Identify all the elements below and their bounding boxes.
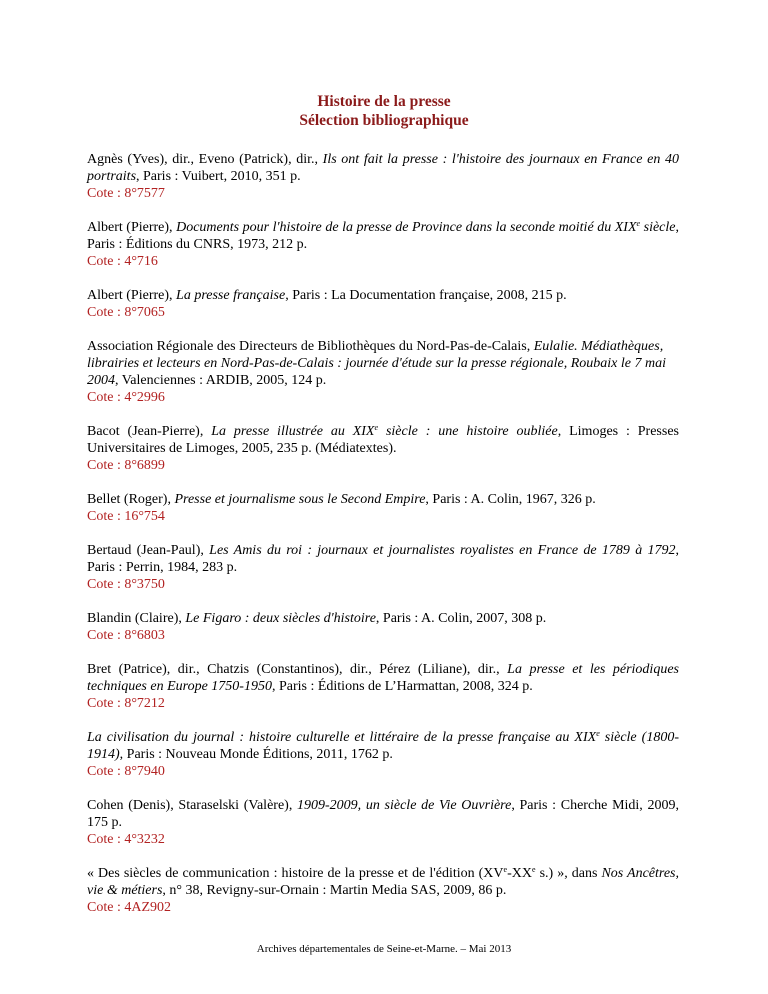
bibliography-entry [87, 151, 679, 202]
bibliography-entry [87, 287, 679, 321]
entry-call-number: Cote : 8°7940 [87, 764, 165, 779]
entry-call-number: Cote : 8°7577 [87, 186, 165, 201]
entry-citation: Bertaud (Jean-Paul), Les Amis du roi : journaux et journalistes royalistes en France de 1789 à 1792, Paris : Perrin, 1984, 283 p. [87, 543, 679, 575]
bibliography-entry [87, 610, 679, 644]
entry-citation: Bacot (Jean-Pierre), La presse illustrée au XIXe siècle : une histoire oubliée, Limoges : Presses Universitaires de Limoges, 2005, 235 p. (Médiatextes). [87, 423, 679, 456]
bibliography-entry [87, 219, 679, 270]
entry-citation: La civilisation du journal : histoire culturelle et littéraire de la presse française au XIXe siècle (1800-1914), Paris : Nouveau Monde Éditions, 2011, 1762 p. [87, 729, 679, 762]
entry-call-number: Cote : 4°2996 [87, 390, 165, 405]
bibliography-entry [87, 661, 679, 712]
bibliography-list [87, 151, 679, 933]
entry-call-number: Cote : 16°754 [87, 509, 165, 524]
bibliography-entry [87, 865, 679, 916]
entry-citation: Bellet (Roger), Presse et journalisme sous le Second Empire, Paris : A. Colin, 1967, 326 p. [87, 492, 596, 507]
bibliography-entry [87, 338, 679, 406]
entry-call-number: Cote : 8°3750 [87, 577, 165, 592]
page-footer: Archives départementales de Seine-et-Marne. – Mai 2013 [256, 943, 512, 955]
page-subtitle: Sélection bibliographique [299, 112, 469, 129]
entry-citation: Association Régionale des Directeurs de Bibliothèques du Nord-Pas-de-Calais, Eulalie. Médiathèques, librairies et lecteurs en Nord-Pas-de-Calais : journée d'étude sur la presse régionale, Roubaix le 7 mai 2004, Valenciennes : ARDIB, 2005, 124 p. [87, 339, 666, 388]
bibliography-entry [87, 729, 679, 780]
bibliography-entry [87, 423, 679, 474]
entry-call-number: Cote : 8°6899 [87, 458, 165, 473]
entry-call-number: Cote : 8°7065 [87, 305, 165, 320]
entry-call-number: Cote : 8°7212 [87, 696, 165, 711]
bibliography-entry [87, 491, 679, 525]
entry-citation: Agnès (Yves), dir., Eveno (Patrick), dir., Ils ont fait la presse : l'histoire des journaux en France en 40 portraits, Paris : Vuibert, 2010, 351 p. [87, 152, 679, 184]
entry-citation: Albert (Pierre), Documents pour l'histoire de la presse de Province dans la seconde moitié du XIXe siècle, Paris : Éditions du CNRS, 1973, 212 p. [87, 219, 679, 252]
bibliography-entry [87, 542, 679, 593]
entry-call-number: Cote : 4°716 [87, 254, 158, 269]
entry-citation: Cohen (Denis), Staraselski (Valère), 1909-2009, un siècle de Vie Ouvrière, Paris : Cherche Midi, 2009, 175 p. [87, 798, 679, 830]
entry-citation: Albert (Pierre), La presse française, Paris : La Documentation française, 2008, 215 p. [87, 288, 567, 303]
entry-citation: Bret (Patrice), dir., Chatzis (Constantinos), dir., Pérez (Liliane), dir., La presse et les périodiques techniques en Europe 1750-1950, Paris : Éditions de L’Harmattan, 2008, 324 p. [87, 662, 679, 694]
entry-call-number: Cote : 4AZ902 [87, 900, 171, 915]
entry-citation: « Des siècles de communication : histoire de la presse et de l'édition (XVe-XXe s.) », dans Nos Ancêtres, vie & métiers, n° 38, Revigny-sur-Ornain : Martin Media SAS, 2009, 86 p. [87, 865, 679, 898]
bibliography-entry [87, 797, 679, 848]
entry-call-number: Cote : 8°6803 [87, 628, 165, 643]
entry-citation: Blandin (Claire), Le Figaro : deux siècles d'histoire, Paris : A. Colin, 2007, 308 p. [87, 611, 547, 626]
page-title: Histoire de la presse [317, 93, 451, 110]
entry-call-number: Cote : 4°3232 [87, 832, 165, 847]
